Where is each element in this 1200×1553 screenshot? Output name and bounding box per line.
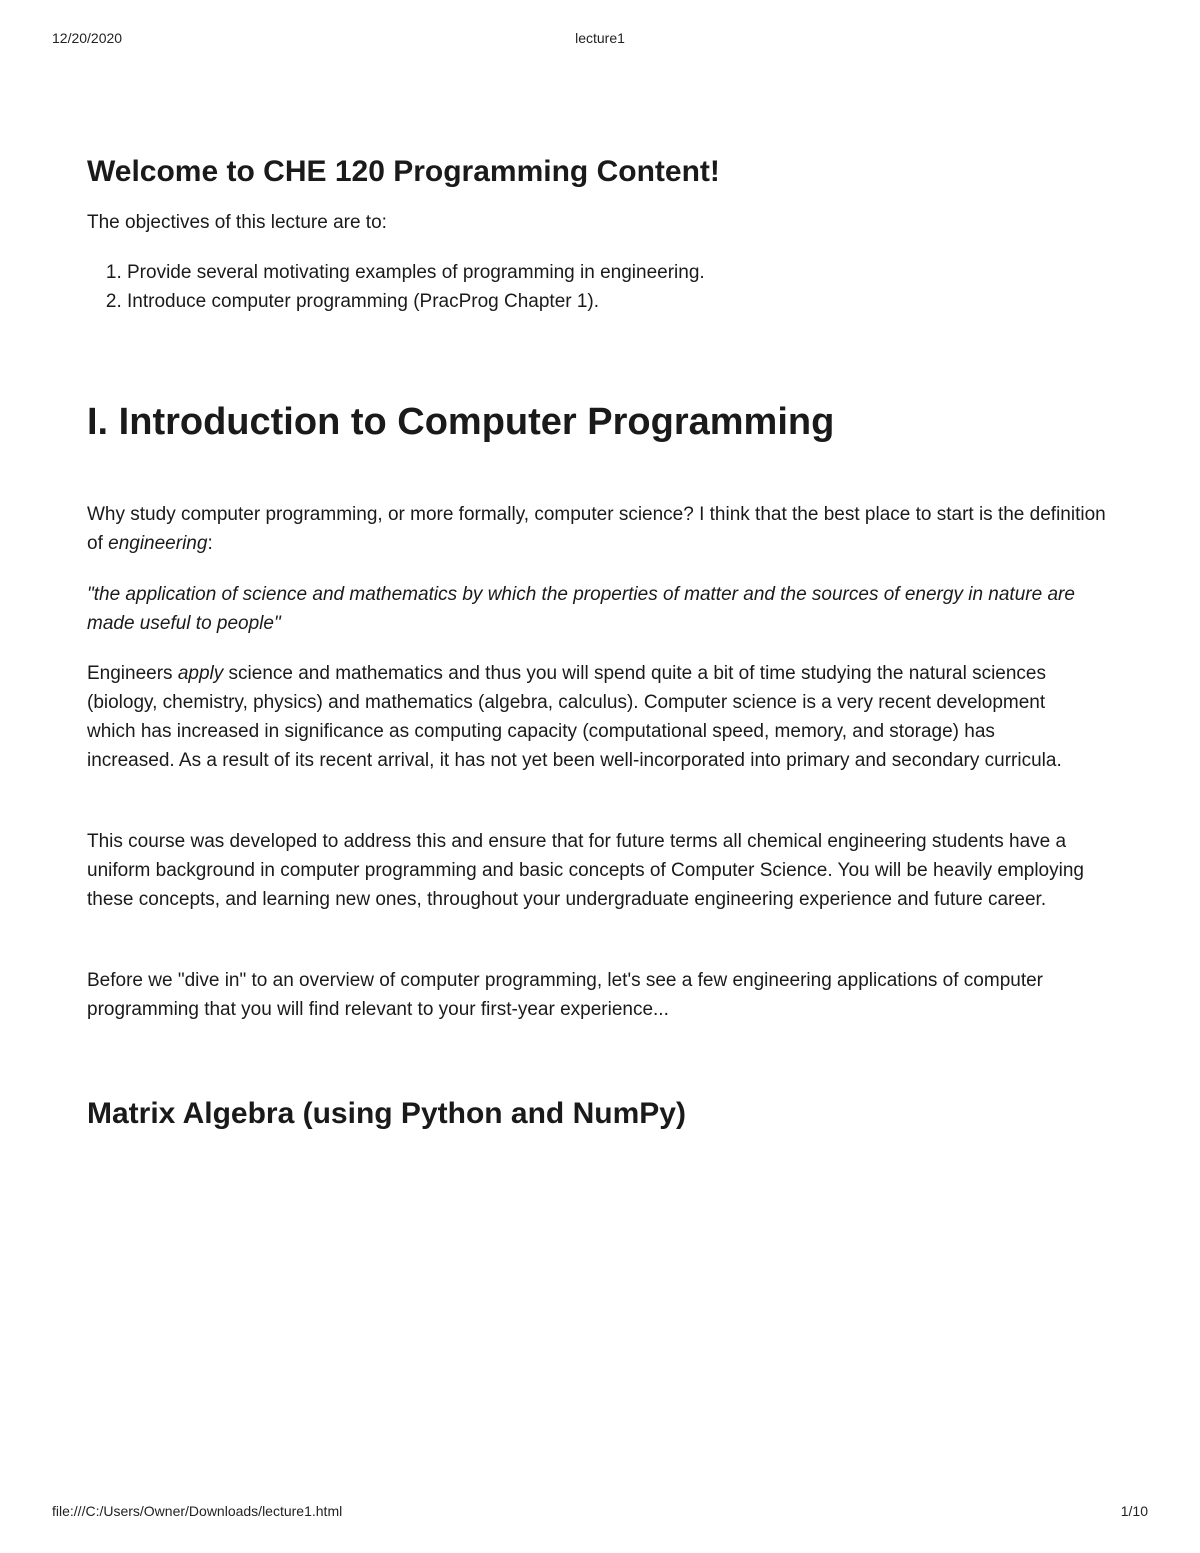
- page-number: 1/10: [1120, 1503, 1148, 1519]
- paragraph-course-purpose: This course was developed to address this and ensure that for future terms all chemical engineering students have a uniform background in computer programming and basic concepts of Computer Science. You will be heavily employing these concepts, and learning new ones, throughout your undergraduate engineering experience and future career.: [87, 831, 1084, 910]
- paragraph-text: :: [207, 533, 213, 554]
- emphasis-apply: apply: [177, 663, 224, 684]
- print-page-title: lecture1: [575, 30, 625, 46]
- print-footer: [0, 1503, 1200, 1523]
- paragraph-dive-in: Before we "dive in" to an overview of computer programming, let's see a few engineering applications of computer programming that you will find relevant to your first-year experience...: [87, 970, 1044, 1020]
- definition-quote: "the application of science and mathematics by which the properties of matter and the sources of energy in nature are made useful to people": [87, 584, 1075, 634]
- paragraph-text: Engineers: [87, 663, 178, 684]
- paragraph-engineers-apply: [87, 659, 1087, 775]
- section-heading: I. Introduction to Computer Programming: [87, 401, 835, 443]
- print-header: [0, 30, 1200, 50]
- subsection-heading: Matrix Algebra (using Python and NumPy): [87, 1097, 686, 1130]
- objectives-intro: The objectives of this lecture are to:: [87, 212, 387, 233]
- welcome-heading: Welcome to CHE 120 Programming Content!: [87, 155, 720, 188]
- paragraph-why-study: [87, 500, 1117, 558]
- objective-item: 1. Provide several motivating examples of programming in engineering.: [127, 258, 705, 287]
- objective-item: 2. Introduce computer programming (PracProg Chapter 1).: [127, 287, 705, 316]
- file-url: file:///C:/Users/Owner/Downloads/lecture1.html: [52, 1503, 343, 1519]
- paragraph-text: Why study computer programming, or more formally, computer science? I think that the best place to start is the definition of: [87, 504, 1106, 554]
- print-date: 12/20/2020: [52, 30, 123, 46]
- paragraph-text: science and mathematics and thus you will spend quite a bit of time studying the natural sciences (biology, chemistry, physics) and mathematics (algebra, calculus). Computer science is a very recent development which has increased in significance as computing capacity (computational speed, memory, and storage) has increased. As a result of its recent arrival, it has not yet been well-incorporated into primary and secondary curricula.: [87, 663, 1062, 771]
- emphasis-engineering: engineering: [108, 533, 208, 554]
- objectives-list: [87, 258, 705, 316]
